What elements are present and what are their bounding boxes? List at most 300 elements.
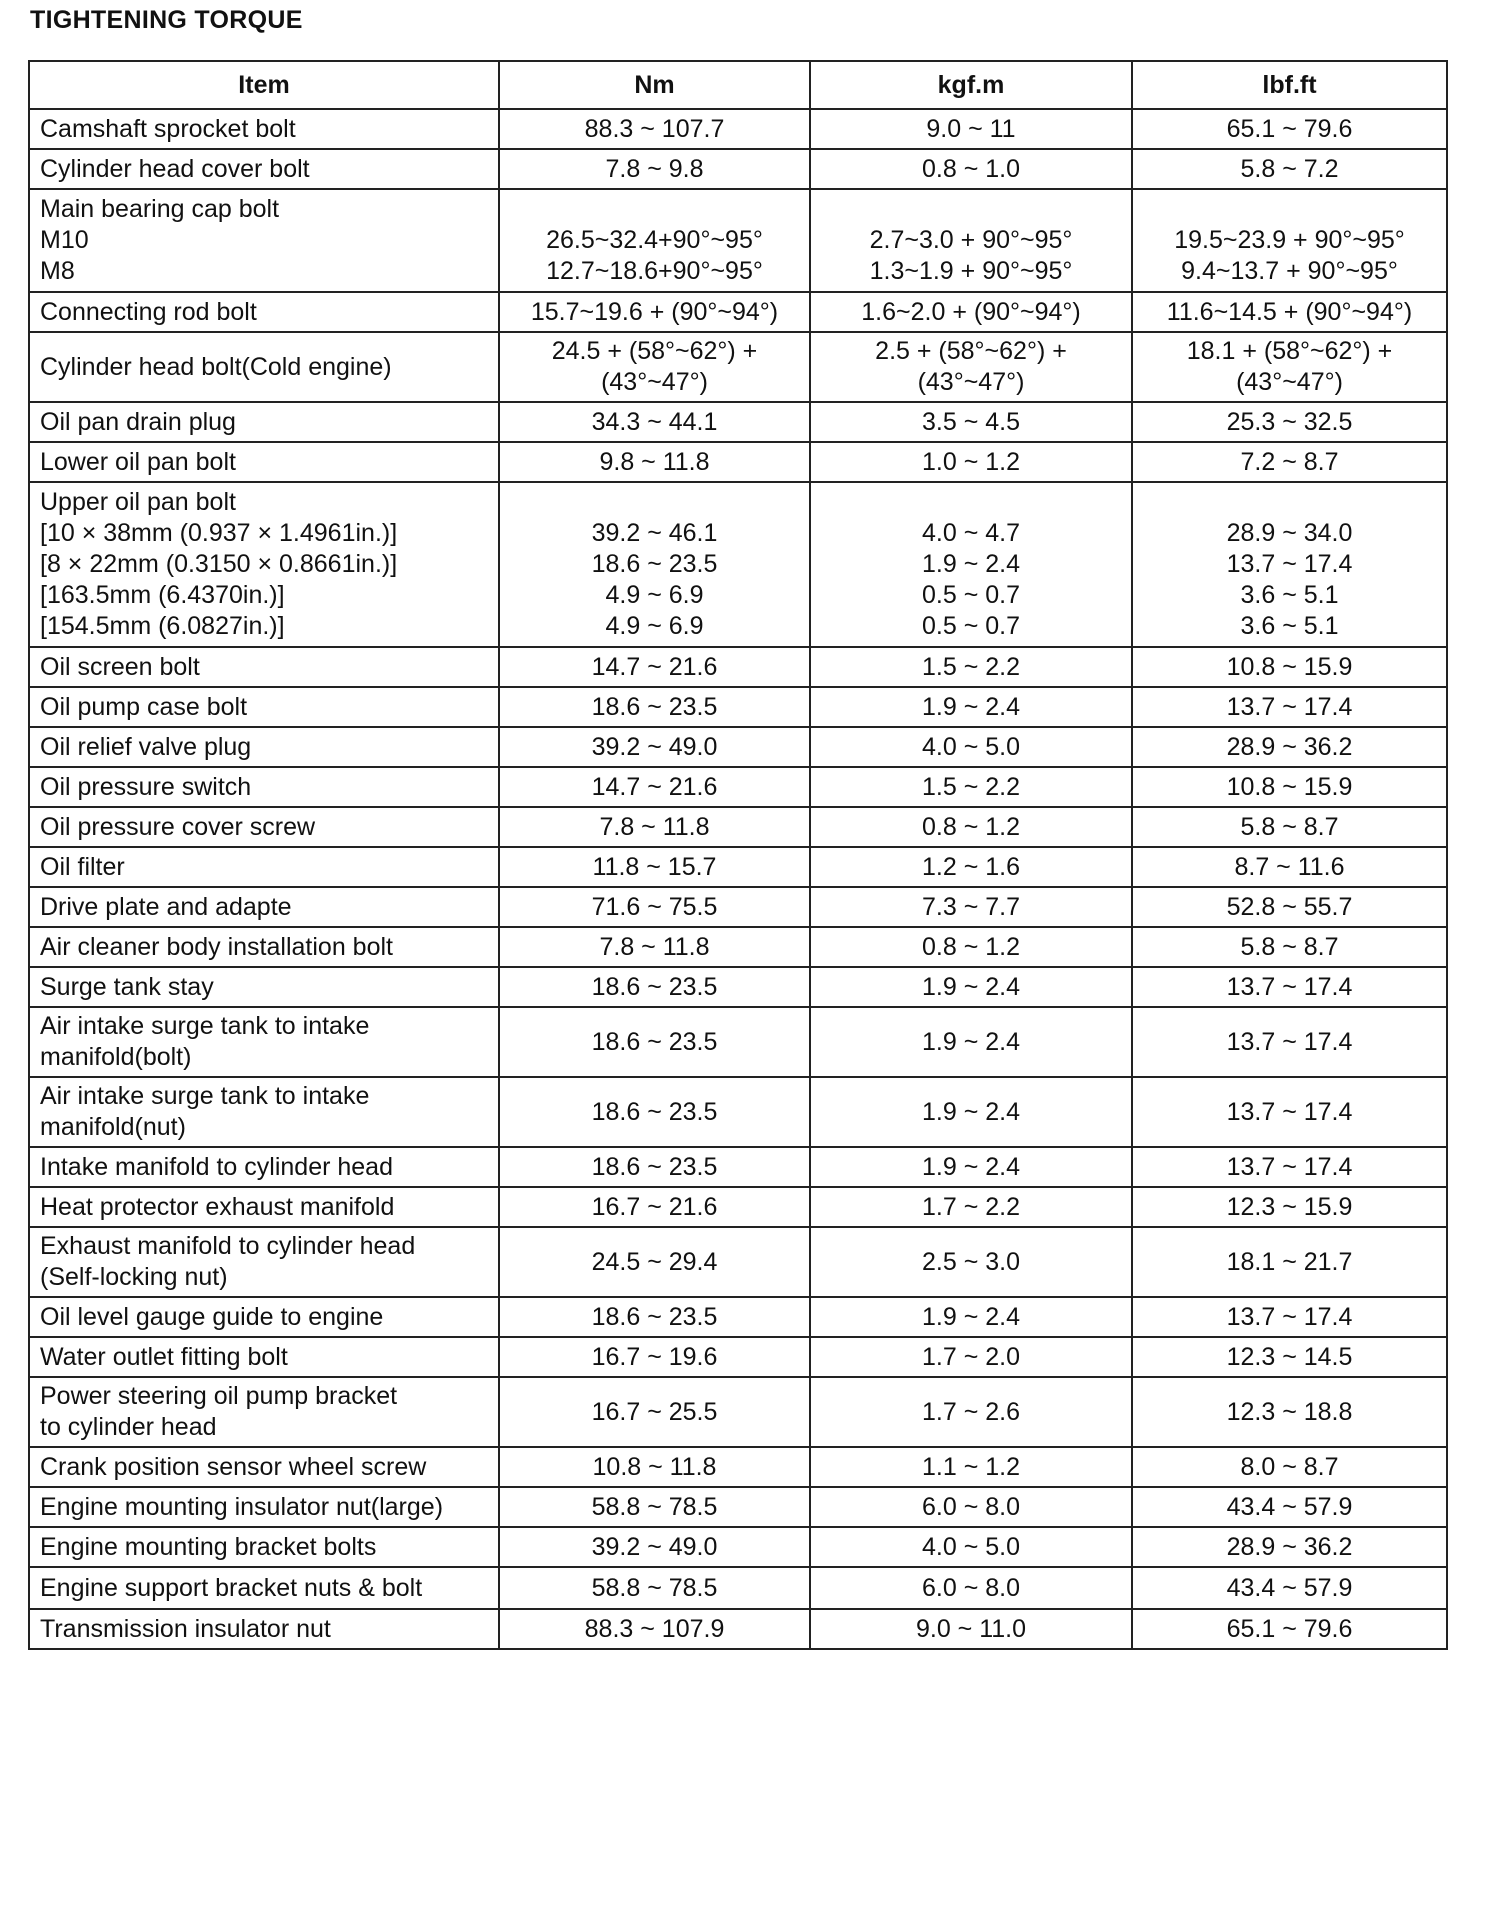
- cell-line: Cylinder head bolt(Cold engine): [40, 352, 392, 381]
- cell-line: [510, 194, 799, 225]
- table-cell-item: [29, 402, 499, 442]
- cell-line: 65.1 ~ 79.6: [1226, 1614, 1353, 1643]
- table-row: [29, 1377, 1447, 1447]
- cell-line: 1.1 ~ 1.2: [922, 1452, 1020, 1481]
- cell-line: (43°~47°): [601, 368, 708, 396]
- cell-line: 11.6~14.5 + (90°~94°): [1166, 297, 1413, 326]
- table-cell-item: [29, 332, 499, 402]
- cell-line: Water outlet fitting bolt: [40, 1342, 288, 1371]
- cell-line: Lower oil pan bolt: [40, 447, 236, 476]
- table-row: [29, 1487, 1447, 1527]
- table-cell-item: [29, 1377, 499, 1447]
- table-cell-nm: [499, 1147, 810, 1187]
- table-cell-lbf-ft: [1132, 1609, 1447, 1649]
- table-cell-item: [29, 482, 499, 647]
- cell-line: Air intake surge tank to intake: [40, 1012, 370, 1040]
- table-row: [29, 887, 1447, 927]
- cell-line: 52.8 ~ 55.7: [1226, 892, 1353, 921]
- cell-line: Main bearing cap bolt: [40, 195, 280, 223]
- table-cell-kgf-m: [810, 1337, 1132, 1377]
- table-row: [29, 1337, 1447, 1377]
- table-cell-nm: [499, 292, 810, 332]
- cell-line: 13.7 ~ 17.4: [1226, 692, 1353, 721]
- table-cell-kgf-m: [810, 402, 1132, 442]
- cell-line: Power steering oil pump bracket: [40, 1382, 398, 1410]
- torque-table: [28, 60, 1448, 1650]
- table-cell-nm: [499, 1377, 810, 1447]
- cell-line: (43°~47°): [917, 368, 1025, 396]
- cell-line: 5.8 ~ 7.2: [1240, 154, 1339, 183]
- cell-line: 18.6 ~ 23.5: [591, 1152, 718, 1181]
- cell-line: Oil pan drain plug: [40, 407, 236, 436]
- cell-line: 88.3 ~ 107.7: [584, 114, 725, 143]
- table-cell-nm: [499, 647, 810, 687]
- cell-line: [821, 487, 1121, 518]
- table-cell-lbf-ft: [1132, 1147, 1447, 1187]
- table-cell-item: [29, 1147, 499, 1187]
- table-cell-kgf-m: [810, 292, 1132, 332]
- table-cell-kgf-m: [810, 1487, 1132, 1527]
- cell-line: Connecting rod bolt: [40, 297, 257, 326]
- table-row: [29, 1297, 1447, 1337]
- cell-line: 18.6 ~ 23.5: [591, 1097, 718, 1126]
- cell-line: 7.2 ~ 8.7: [1240, 447, 1339, 476]
- table-cell-kgf-m: [810, 927, 1132, 967]
- table-cell-lbf-ft: [1132, 1227, 1447, 1297]
- table-cell-nm: [499, 847, 810, 887]
- cell-line: 2.7~3.0 + 90°~95°: [869, 226, 1073, 254]
- table-row: [29, 1527, 1447, 1567]
- table-cell-nm: [499, 1447, 810, 1487]
- table-cell-lbf-ft: [1132, 1377, 1447, 1447]
- table-cell-kgf-m: [810, 647, 1132, 687]
- cell-line: Oil pressure switch: [40, 772, 252, 801]
- cell-line: 71.6 ~ 75.5: [591, 892, 718, 921]
- table-cell-nm: [499, 887, 810, 927]
- table-cell-item: [29, 292, 499, 332]
- cell-line: Camshaft sprocket bolt: [40, 114, 296, 143]
- cell-line: Oil screen bolt: [40, 652, 200, 681]
- table-cell-kgf-m: [810, 482, 1132, 647]
- cell-line: 19.5~23.9 + 90°~95°: [1174, 226, 1405, 254]
- cell-line: 1.9 ~ 2.4: [922, 1302, 1020, 1331]
- cell-line: 1.0 ~ 1.2: [922, 447, 1020, 476]
- table-cell-item: [29, 1227, 499, 1297]
- cell-line: 4.9 ~ 6.9: [605, 581, 704, 609]
- cell-line: Surge tank stay: [40, 972, 214, 1001]
- header-lbf-ft: lbf.ft: [1132, 61, 1447, 109]
- table-cell-kgf-m: [810, 1007, 1132, 1077]
- cell-line: 58.8 ~ 78.5: [591, 1492, 718, 1521]
- page-title: TIGHTENING TORQUE: [30, 6, 303, 34]
- table-cell-lbf-ft: [1132, 1077, 1447, 1147]
- table-row: [29, 967, 1447, 1007]
- cell-line: 1.7 ~ 2.2: [922, 1192, 1020, 1221]
- cell-line: 12.3 ~ 14.5: [1226, 1342, 1353, 1371]
- table-cell-lbf-ft: [1132, 767, 1447, 807]
- cell-line: 15.7~19.6 + (90°~94°): [530, 297, 779, 326]
- table-cell-item: [29, 1007, 499, 1077]
- cell-line: 8.7 ~ 11.6: [1234, 852, 1345, 881]
- table-cell-lbf-ft: [1132, 647, 1447, 687]
- table-cell-lbf-ft: [1132, 1187, 1447, 1227]
- cell-line: Oil pump case bolt: [40, 692, 248, 721]
- cell-line: 2.5 + (58°~62°) +: [875, 337, 1067, 365]
- cell-line: 8.0 ~ 8.7: [1240, 1452, 1339, 1481]
- cell-line: 11.8 ~ 15.7: [592, 852, 717, 881]
- cell-line: M10: [40, 226, 89, 254]
- cell-line: Heat protector exhaust manifold: [40, 1192, 395, 1221]
- cell-line: 0.5 ~ 0.7: [922, 581, 1020, 609]
- table-row: [29, 149, 1447, 189]
- cell-line: (Self-locking nut): [40, 1263, 228, 1291]
- table-row: [29, 1187, 1447, 1227]
- table-cell-kgf-m: [810, 847, 1132, 887]
- cell-line: Engine mounting bracket bolts: [40, 1532, 377, 1561]
- table-cell-nm: [499, 1567, 810, 1609]
- table-cell-item: [29, 442, 499, 482]
- cell-line: 1.9 ~ 2.4: [922, 692, 1020, 721]
- cell-line: 1.9 ~ 2.4: [922, 1152, 1020, 1181]
- cell-line: 13.7 ~ 17.4: [1226, 972, 1353, 1001]
- cell-line: 4.0 ~ 4.7: [922, 519, 1020, 547]
- table-cell-kgf-m: [810, 1377, 1132, 1447]
- table-cell-item: [29, 1077, 499, 1147]
- table-cell-item: [29, 647, 499, 687]
- table-row: [29, 807, 1447, 847]
- table-cell-kgf-m: [810, 1609, 1132, 1649]
- header-kgf-m: kgf.m: [810, 61, 1132, 109]
- table-cell-kgf-m: [810, 1147, 1132, 1187]
- table-cell-item: [29, 767, 499, 807]
- table-cell-item: [29, 807, 499, 847]
- cell-line: Transmission insulator nut: [40, 1614, 331, 1643]
- table-cell-kgf-m: [810, 1297, 1132, 1337]
- table-cell-nm: [499, 149, 810, 189]
- table-cell-item: [29, 847, 499, 887]
- cell-line: 39.2 ~ 46.1: [591, 519, 718, 547]
- cell-line: [8 × 22mm (0.3150 × 0.8661in.)]: [40, 550, 398, 578]
- table-cell-nm: [499, 1297, 810, 1337]
- table-row: [29, 109, 1447, 149]
- cell-line: 1.2 ~ 1.6: [922, 852, 1020, 881]
- header-nm: Nm: [499, 61, 810, 109]
- cell-line: 1.9 ~ 2.4: [922, 972, 1020, 1001]
- cell-line: 3.6 ~ 5.1: [1240, 612, 1339, 640]
- cell-line: 1.9 ~ 2.4: [922, 550, 1020, 578]
- table-cell-nm: [499, 442, 810, 482]
- table-cell-lbf-ft: [1132, 1007, 1447, 1077]
- table-cell-nm: [499, 1337, 810, 1377]
- cell-line: 10.8 ~ 11.8: [592, 1452, 717, 1481]
- cell-line: 28.9 ~ 34.0: [1226, 519, 1353, 547]
- cell-line: 0.8 ~ 1.2: [922, 932, 1020, 961]
- table-cell-nm: [499, 767, 810, 807]
- cell-line: Upper oil pan bolt: [40, 488, 236, 516]
- cell-line: manifold(nut): [40, 1113, 186, 1141]
- table-cell-lbf-ft: [1132, 332, 1447, 402]
- table-cell-nm: [499, 1077, 810, 1147]
- cell-line: Engine support bracket nuts & bolt: [40, 1573, 423, 1602]
- table-row: [29, 402, 1447, 442]
- table-row: [29, 189, 1447, 292]
- cell-line: 0.8 ~ 1.2: [922, 812, 1020, 841]
- cell-line: M8: [40, 257, 75, 285]
- cell-line: 18.6 ~ 23.5: [591, 550, 718, 578]
- cell-line: 14.7 ~ 21.6: [591, 652, 718, 681]
- table-cell-lbf-ft: [1132, 189, 1447, 292]
- table-row: [29, 1147, 1447, 1187]
- cell-line: 5.8 ~ 8.7: [1240, 932, 1339, 961]
- table-cell-kgf-m: [810, 1227, 1132, 1297]
- cell-line: 1.6~2.0 + (90°~94°): [861, 297, 1081, 326]
- table-cell-item: [29, 1187, 499, 1227]
- cell-line: Drive plate and adapte: [40, 892, 292, 921]
- cell-line: 39.2 ~ 49.0: [591, 732, 718, 761]
- cell-line: 24.5 + (58°~62°) +: [551, 337, 758, 365]
- table-cell-kgf-m: [810, 1527, 1132, 1567]
- table-cell-item: [29, 109, 499, 149]
- table-cell-nm: [499, 109, 810, 149]
- table-row: [29, 847, 1447, 887]
- table-cell-nm: [499, 189, 810, 292]
- table-cell-lbf-ft: [1132, 887, 1447, 927]
- cell-line: 12.7~18.6+90°~95°: [546, 257, 763, 285]
- table-row: [29, 1447, 1447, 1487]
- table-cell-item: [29, 1447, 499, 1487]
- cell-line: Oil filter: [40, 852, 125, 881]
- table-cell-nm: [499, 967, 810, 1007]
- table-cell-lbf-ft: [1132, 727, 1447, 767]
- cell-line: 4.0 ~ 5.0: [922, 1532, 1020, 1561]
- table-cell-kgf-m: [810, 807, 1132, 847]
- cell-line: 6.0 ~ 8.0: [922, 1573, 1020, 1602]
- cell-line: 1.5 ~ 2.2: [922, 652, 1020, 681]
- table-cell-item: [29, 189, 499, 292]
- cell-line: 5.8 ~ 8.7: [1240, 812, 1339, 841]
- table-cell-item: [29, 149, 499, 189]
- cell-line: 10.8 ~ 15.9: [1226, 652, 1353, 681]
- table-cell-nm: [499, 927, 810, 967]
- table-cell-item: [29, 727, 499, 767]
- table-row: [29, 1007, 1447, 1077]
- table-cell-lbf-ft: [1132, 1297, 1447, 1337]
- table-cell-kgf-m: [810, 1077, 1132, 1147]
- cell-line: 18.1 + (58°~62°) +: [1186, 337, 1393, 365]
- table-cell-item: [29, 1487, 499, 1527]
- table-header-row: [29, 61, 1447, 109]
- cell-line: 1.9 ~ 2.4: [922, 1097, 1020, 1126]
- cell-line: [154.5mm (6.0827in.)]: [40, 612, 285, 640]
- table-cell-lbf-ft: [1132, 927, 1447, 967]
- cell-line: 25.3 ~ 32.5: [1226, 407, 1353, 436]
- table-cell-item: [29, 1337, 499, 1377]
- cell-line: 88.3 ~ 107.9: [584, 1614, 725, 1643]
- cell-line: [1143, 487, 1436, 518]
- cell-line: 1.9 ~ 2.4: [922, 1027, 1020, 1056]
- cell-line: 28.9 ~ 36.2: [1226, 732, 1353, 761]
- cell-line: 1.3~1.9 + 90°~95°: [869, 257, 1073, 285]
- table-cell-lbf-ft: [1132, 482, 1447, 647]
- cell-line: 9.8 ~ 11.8: [599, 447, 710, 476]
- table-cell-kgf-m: [810, 727, 1132, 767]
- cell-line: 1.7 ~ 2.6: [922, 1397, 1020, 1426]
- cell-line: 2.5 ~ 3.0: [922, 1247, 1020, 1276]
- table-cell-nm: [499, 727, 810, 767]
- cell-line: Engine mounting insulator nut(large): [40, 1492, 444, 1521]
- cell-line: [10 × 38mm (0.937 × 1.4961in.)]: [40, 519, 398, 547]
- table-cell-item: [29, 687, 499, 727]
- cell-line: 13.7 ~ 17.4: [1226, 1302, 1353, 1331]
- table-cell-kgf-m: [810, 1567, 1132, 1609]
- table-cell-lbf-ft: [1132, 402, 1447, 442]
- table-row: [29, 727, 1447, 767]
- table-cell-nm: [499, 332, 810, 402]
- cell-line: 14.7 ~ 21.6: [591, 772, 718, 801]
- table-row: [29, 442, 1447, 482]
- table-cell-lbf-ft: [1132, 292, 1447, 332]
- table-cell-lbf-ft: [1132, 967, 1447, 1007]
- cell-line: 18.6 ~ 23.5: [591, 1027, 718, 1056]
- cell-line: 7.8 ~ 9.8: [605, 154, 704, 183]
- cell-line: 16.7 ~ 21.6: [591, 1192, 718, 1221]
- cell-line: 13.7 ~ 17.4: [1226, 1027, 1353, 1056]
- table-cell-nm: [499, 482, 810, 647]
- table-cell-nm: [499, 1487, 810, 1527]
- cell-line: 13.7 ~ 17.4: [1226, 550, 1353, 578]
- table-cell-lbf-ft: [1132, 1447, 1447, 1487]
- table-cell-lbf-ft: [1132, 1487, 1447, 1527]
- cell-line: 1.5 ~ 2.2: [922, 772, 1020, 801]
- table-row: [29, 767, 1447, 807]
- table-cell-nm: [499, 1007, 810, 1077]
- table-cell-nm: [499, 1227, 810, 1297]
- cell-line: 16.7 ~ 19.6: [591, 1342, 718, 1371]
- table-row: [29, 687, 1447, 727]
- table-cell-kgf-m: [810, 442, 1132, 482]
- table-cell-item: [29, 927, 499, 967]
- table-cell-lbf-ft: [1132, 687, 1447, 727]
- cell-line: 0.5 ~ 0.7: [922, 612, 1020, 640]
- table-cell-item: [29, 1527, 499, 1567]
- table-cell-nm: [499, 402, 810, 442]
- cell-line: 16.7 ~ 25.5: [591, 1397, 718, 1426]
- table-cell-lbf-ft: [1132, 109, 1447, 149]
- cell-line: 18.1 ~ 21.7: [1226, 1247, 1353, 1276]
- table-row: [29, 332, 1447, 402]
- cell-line: 7.8 ~ 11.8: [599, 932, 710, 961]
- table-cell-nm: [499, 1187, 810, 1227]
- table-row: [29, 647, 1447, 687]
- table-row: [29, 1567, 1447, 1609]
- table-cell-item: [29, 967, 499, 1007]
- table-cell-item: [29, 887, 499, 927]
- table-row: [29, 482, 1447, 647]
- table-cell-lbf-ft: [1132, 1527, 1447, 1567]
- cell-line: Oil level gauge guide to engine: [40, 1302, 384, 1331]
- cell-line: 13.7 ~ 17.4: [1226, 1152, 1353, 1181]
- cell-line: Intake manifold to cylinder head: [40, 1152, 393, 1181]
- table-cell-lbf-ft: [1132, 149, 1447, 189]
- cell-line: manifold(bolt): [40, 1043, 192, 1071]
- table-cell-nm: [499, 1609, 810, 1649]
- cell-line: 3.5 ~ 4.5: [922, 407, 1020, 436]
- cell-line: 28.9 ~ 36.2: [1226, 1532, 1353, 1561]
- cell-line: 34.3 ~ 44.1: [591, 407, 718, 436]
- table-cell-lbf-ft: [1132, 807, 1447, 847]
- cell-line: Air intake surge tank to intake: [40, 1082, 370, 1110]
- cell-line: 26.5~32.4+90°~95°: [546, 226, 763, 254]
- cell-line: [510, 487, 799, 518]
- table-cell-kgf-m: [810, 1187, 1132, 1227]
- table-cell-lbf-ft: [1132, 847, 1447, 887]
- table-cell-item: [29, 1297, 499, 1337]
- table-cell-nm: [499, 1527, 810, 1567]
- cell-line: 13.7 ~ 17.4: [1226, 1097, 1353, 1126]
- table-cell-kgf-m: [810, 332, 1132, 402]
- table-row: [29, 1609, 1447, 1649]
- cell-line: 43.4 ~ 57.9: [1226, 1573, 1353, 1602]
- table-cell-kgf-m: [810, 687, 1132, 727]
- table-cell-kgf-m: [810, 767, 1132, 807]
- cell-line: Crank position sensor wheel screw: [40, 1452, 427, 1481]
- cell-line: 7.3 ~ 7.7: [922, 892, 1020, 921]
- table-cell-nm: [499, 807, 810, 847]
- cell-line: 9.0 ~ 11: [926, 114, 1016, 143]
- table-cell-kgf-m: [810, 887, 1132, 927]
- cell-line: Oil pressure cover screw: [40, 812, 316, 841]
- cell-line: 12.3 ~ 18.8: [1226, 1397, 1353, 1426]
- cell-line: 9.4~13.7 + 90°~95°: [1181, 257, 1398, 285]
- cell-line: 43.4 ~ 57.9: [1226, 1492, 1353, 1521]
- cell-line: 0.8 ~ 1.0: [922, 154, 1020, 183]
- cell-line: 58.8 ~ 78.5: [591, 1573, 718, 1602]
- table-row: [29, 1227, 1447, 1297]
- cell-line: [1143, 194, 1436, 225]
- cell-line: Exhaust manifold to cylinder head: [40, 1232, 416, 1260]
- cell-line: 24.5 ~ 29.4: [591, 1247, 718, 1276]
- cell-line: 7.8 ~ 11.8: [599, 812, 710, 841]
- table-cell-nm: [499, 687, 810, 727]
- table-cell-item: [29, 1567, 499, 1609]
- table-row: [29, 1077, 1447, 1147]
- cell-line: 6.0 ~ 8.0: [922, 1492, 1020, 1521]
- table-cell-lbf-ft: [1132, 1567, 1447, 1609]
- cell-line: 10.8 ~ 15.9: [1226, 772, 1353, 801]
- table-cell-kgf-m: [810, 149, 1132, 189]
- cell-line: 18.6 ~ 23.5: [591, 692, 718, 721]
- cell-line: 9.0 ~ 11.0: [915, 1614, 1027, 1643]
- cell-line: Oil relief valve plug: [40, 732, 252, 761]
- cell-line: (43°~47°): [1236, 368, 1343, 396]
- cell-line: to cylinder head: [40, 1413, 217, 1441]
- cell-line: 1.7 ~ 2.0: [922, 1342, 1020, 1371]
- table-row: [29, 927, 1447, 967]
- cell-line: 18.6 ~ 23.5: [591, 972, 718, 1001]
- cell-line: [163.5mm (6.4370in.)]: [40, 581, 285, 609]
- table-cell-kgf-m: [810, 1447, 1132, 1487]
- table-cell-kgf-m: [810, 967, 1132, 1007]
- table-cell-item: [29, 1609, 499, 1649]
- table-cell-kgf-m: [810, 189, 1132, 292]
- cell-line: 3.6 ~ 5.1: [1240, 581, 1339, 609]
- cell-line: 4.9 ~ 6.9: [605, 612, 704, 640]
- table-cell-lbf-ft: [1132, 442, 1447, 482]
- table-cell-kgf-m: [810, 109, 1132, 149]
- cell-line: 39.2 ~ 49.0: [591, 1532, 718, 1561]
- cell-line: Air cleaner body installation bolt: [40, 932, 393, 961]
- header-item: Item: [29, 61, 499, 109]
